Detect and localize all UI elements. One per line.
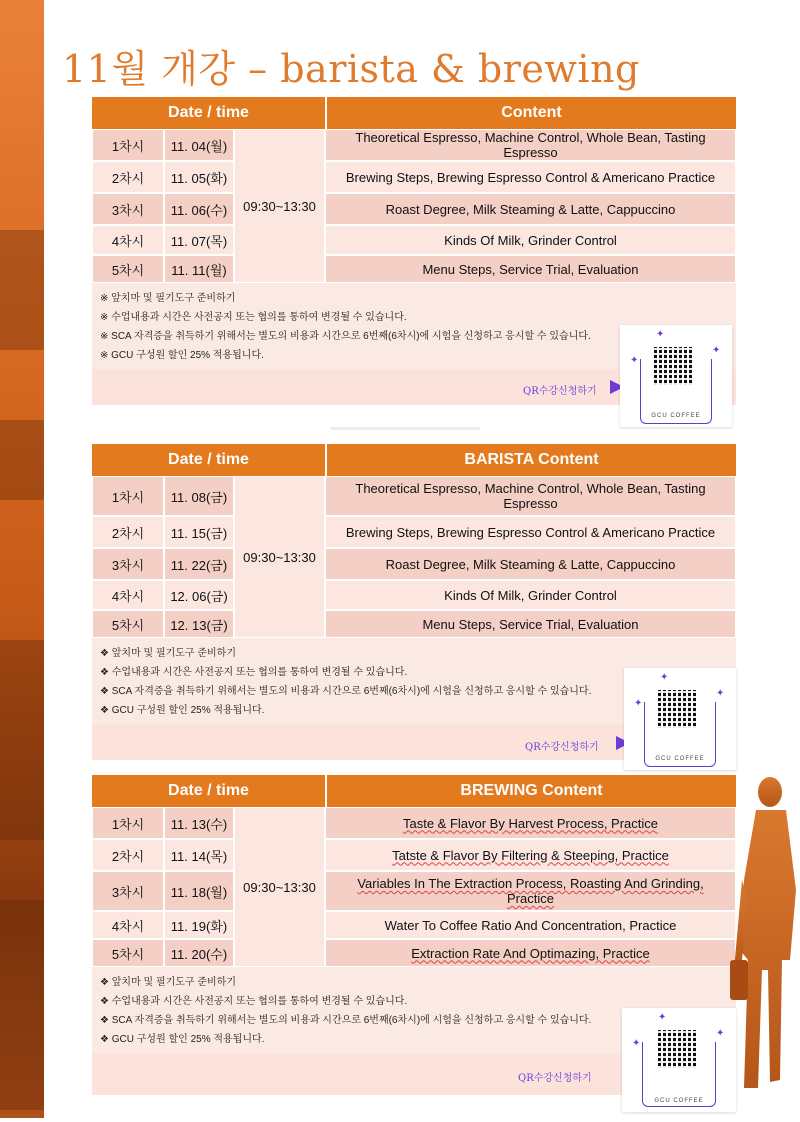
session-number: 3차시: [92, 193, 164, 225]
session-date: 12. 06(금): [164, 580, 234, 610]
note: ※ SCA 자격증을 취득하기 위해서는 별도의 비용과 시간으로 6번째(6차시)에 시험을 신청하고 응시할 수 있습니다.: [100, 331, 591, 342]
note: ❖ SCA 자격증을 취득하기 위해서는 별도의 비용과 시간으로 6번째(6차시)에 시험을 신청하고 응시할 수 있습니다.: [100, 1015, 592, 1026]
table-row: [92, 225, 736, 255]
table-row: [92, 839, 736, 871]
session-content: Theoretical Espresso, Machine Control, Whole Bean, Tasting Espresso: [325, 476, 736, 516]
session-number: 4차시: [92, 225, 164, 255]
session-number: 2차시: [92, 161, 164, 193]
sparkle-icon: ✦: [656, 329, 665, 340]
left-city-photo-strip: [0, 0, 44, 1118]
session-time: 09:30~13:30: [234, 476, 325, 638]
session-date: 11. 06(수): [164, 193, 234, 225]
qr-code-icon: [658, 690, 696, 728]
table-row: [92, 610, 736, 638]
table-row: [92, 193, 736, 225]
session-date: 11. 18(월): [164, 871, 234, 911]
note: ❖ GCU 구성원 할인 25% 적용됩니다.: [100, 705, 265, 716]
session-number: 3차시: [92, 548, 164, 580]
session-date: 11. 22(금): [164, 548, 234, 580]
session-number: 1차시: [92, 129, 164, 161]
session-number: 5차시: [92, 610, 164, 638]
session-content: Kinds Of Milk, Grinder Control: [325, 225, 736, 255]
session-number: 1차시: [92, 807, 164, 839]
note: ❖ 수업내용과 시간은 사전공지 또는 협의를 통하여 변경될 수 있습니다.: [100, 667, 408, 678]
session-number: 2차시: [92, 516, 164, 548]
session-date: 11. 11(월): [164, 255, 234, 283]
session-content: Menu Steps, Service Trial, Evaluation: [325, 255, 736, 283]
table-row: [92, 516, 736, 548]
session-number: 5차시: [92, 255, 164, 283]
sparkle-icon: ✦: [716, 1028, 725, 1039]
session-content: Roast Degree, Milk Steaming & Latte, Cappuccino: [325, 193, 736, 225]
session-number: 5차시: [92, 939, 164, 967]
table-row: [92, 580, 736, 610]
session-time: 09:30~13:30: [234, 129, 325, 283]
session-number: 1차시: [92, 476, 164, 516]
qr-brand-label: GCU COFFEE: [655, 756, 705, 762]
qr-code-1[interactable]: [620, 325, 732, 427]
session-content: Theoretical Espresso, Machine Control, Whole Bean, Tasting Espresso: [325, 129, 736, 161]
qr-register-label[interactable]: QR수강신청하기: [518, 1073, 592, 1084]
session-content: Tatste & Flavor By Filtering & Steeping, Practice: [325, 839, 736, 871]
sparkle-icon: ✦: [660, 672, 669, 683]
session-content: Kinds Of Milk, Grinder Control: [325, 580, 736, 610]
table-row: [92, 807, 736, 839]
session-date: 11. 08(금): [164, 476, 234, 516]
session-date: 11. 14(목): [164, 839, 234, 871]
table-row: [92, 911, 736, 939]
session-number: 4차시: [92, 911, 164, 939]
table-row: [92, 161, 736, 193]
qr-brand-label: GCU COFFEE: [654, 1098, 704, 1104]
session-date: 11. 20(수): [164, 939, 234, 967]
table-row: [92, 476, 736, 516]
header-date-time: Date / time: [92, 775, 327, 807]
header-date-time: Date / time: [92, 444, 327, 476]
sparkle-icon: ✦: [632, 1038, 641, 1049]
note: ❖ 수업내용과 시간은 사전공지 또는 협의를 통하여 변경될 수 있습니다.: [100, 996, 408, 1007]
session-number: 4차시: [92, 580, 164, 610]
page-title: 11월 개강 – barista & brewing: [62, 47, 640, 91]
table-header: [92, 444, 736, 476]
header-date-time: Date / time: [92, 97, 327, 129]
session-content: Brewing Steps, Brewing Espresso Control & Americano Practice: [325, 161, 736, 193]
session-content: Extraction Rate And Optimazing, Practice: [325, 939, 736, 967]
session-date: 11. 15(금): [164, 516, 234, 548]
sparkle-icon: ✦: [634, 698, 643, 709]
qr-code-3[interactable]: [622, 1008, 736, 1112]
note: ※ GCU 구성원 할인 25% 적용됩니다.: [100, 350, 264, 361]
table-row: [92, 871, 736, 911]
qr-code-2[interactable]: [624, 668, 736, 770]
table-row: [92, 939, 736, 967]
session-content: Roast Degree, Milk Steaming & Latte, Cappuccino: [325, 548, 736, 580]
table-row: [92, 129, 736, 161]
qr-code-icon: [654, 347, 692, 385]
qr-brand-label: GCU COFFEE: [651, 413, 701, 419]
person-silhouette-image: [730, 770, 800, 1090]
session-time: 09:30~13:30: [234, 807, 325, 967]
table-row: [92, 255, 736, 283]
session-date: 11. 04(월): [164, 129, 234, 161]
table-header: [92, 97, 736, 129]
sparkle-icon: ✦: [712, 345, 721, 356]
note: ❖ SCA 자격증을 취득하기 위해서는 별도의 비용과 시간으로 6번째(6차시)에 시험을 신청하고 응시할 수 있습니다.: [100, 686, 592, 697]
session-content: Menu Steps, Service Trial, Evaluation: [325, 610, 736, 638]
session-date: 11. 05(화): [164, 161, 234, 193]
note: ❖ 앞치마 및 필기도구 준비하기: [100, 977, 236, 988]
header-content: BARISTA Content: [464, 451, 599, 468]
divider: [330, 427, 480, 430]
header-content: BREWING Content: [460, 782, 603, 799]
sparkle-icon: ✦: [716, 688, 725, 699]
session-content: Brewing Steps, Brewing Espresso Control & Americano Practice: [325, 516, 736, 548]
sparkle-icon: ✦: [630, 355, 639, 366]
qr-register-label[interactable]: QR수강신청하기: [525, 742, 599, 753]
qr-register-label[interactable]: QR수강신청하기: [523, 386, 597, 397]
sparkle-icon: ✦: [658, 1012, 667, 1023]
note: ❖ 앞치마 및 필기도구 준비하기: [100, 648, 236, 659]
table-row: [92, 548, 736, 580]
session-number: 2차시: [92, 839, 164, 871]
session-content: Taste & Flavor By Harvest Process, Practice: [325, 807, 736, 839]
note: ※ 수업내용과 시간은 사전공지 또는 협의를 통하여 변경될 수 있습니다.: [100, 312, 407, 323]
session-date: 11. 13(수): [164, 807, 234, 839]
session-number: 3차시: [92, 871, 164, 911]
session-date: 12. 13(금): [164, 610, 234, 638]
note: ※ 앞치마 및 필기도구 준비하기: [100, 293, 236, 304]
session-content: Variables In The Extraction Process, Roasting And Grinding, Practice: [325, 871, 736, 911]
table-header: [92, 775, 736, 807]
session-content: Water To Coffee Ratio And Concentration, Practice: [325, 911, 736, 939]
header-content: Content: [501, 104, 562, 121]
session-date: 11. 07(목): [164, 225, 234, 255]
note: ❖ GCU 구성원 할인 25% 적용됩니다.: [100, 1034, 265, 1045]
qr-code-icon: [658, 1030, 696, 1068]
session-date: 11. 19(화): [164, 911, 234, 939]
